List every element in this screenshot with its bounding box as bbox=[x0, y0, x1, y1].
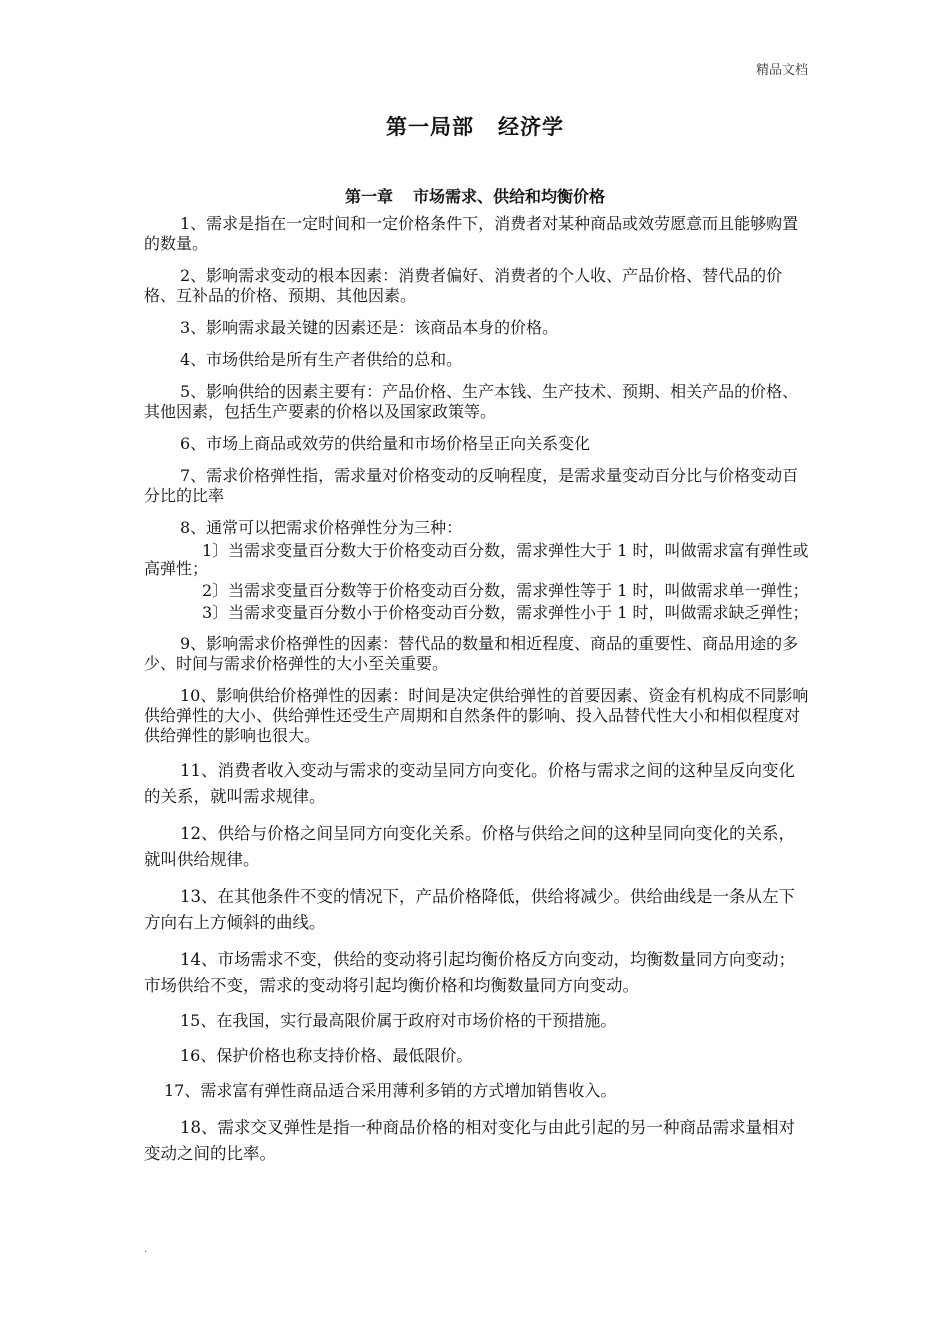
paragraph-13: 13、在其他条件不变的情况下，产品价格降低，供给将减少。供给曲线是一条从左下方向右上方倾斜的曲线。 bbox=[144, 887, 795, 932]
paragraph-12: 12、供给与价格之间呈同方向变化关系。价格与供给之间的这种呈同向变化的关系，就叫供给规律。 bbox=[144, 824, 795, 869]
chapter-number: 第一章 bbox=[344, 187, 393, 206]
paragraph-6: 6、市场上商品或效劳的供给量和市场价格呈正向关系变化 bbox=[180, 434, 591, 453]
paragraph-17: 17、需求富有弹性商品适合采用薄利多销的方式增加销售收入。 bbox=[164, 1081, 617, 1100]
paragraph-18: 18、需求交叉弹性是指一种商品价格的相对变化与由此引起的另一种商品需求量相对变动之间的比率。 bbox=[144, 1118, 795, 1163]
sub-item-2: 2〕当需求变量百分数等于价格变动百分数，需求弹性等于 1 时，叫做需求单一弹性； bbox=[202, 581, 809, 600]
chapter-name: 市场需求、供给和均衡价格 bbox=[413, 187, 606, 206]
page-header-label: 精品文档 bbox=[755, 63, 808, 78]
document-body bbox=[144, 214, 810, 1178]
paragraph-9: 9、影响需求价格弹性的因素：替代品的数量和相近程度、商品的重要性、商品用途的多少、时间与需求价格弹性的大小至关重要。 bbox=[144, 634, 799, 673]
paragraph-4: 4、市场供给是所有生产者供给的总和。 bbox=[180, 350, 463, 369]
paragraph-16: 16、保护价格也称支持价格、最低限价。 bbox=[180, 1046, 473, 1065]
part-number: 第一局部 bbox=[386, 115, 474, 139]
paragraph-8: 8、通常可以把需求价格弹性分为三种： bbox=[180, 518, 463, 537]
paragraph-7: 7、需求价格弹性指，需求量对价格变动的反响程度，是需求量变动百分比与价格变动百分比的比率 bbox=[144, 466, 799, 505]
footer-mark: . bbox=[144, 1244, 148, 1255]
part-name: 经济学 bbox=[498, 115, 564, 139]
paragraph-1: 1、需求是指在一定时间和一定价格条件下，消费者对某种商品或效劳愿意而且能够购置的数量。 bbox=[144, 214, 799, 253]
paragraph-15: 15、在我国，实行最高限价属于政府对市场价格的干预措施。 bbox=[180, 1011, 617, 1030]
chapter-heading bbox=[0, 184, 950, 207]
paragraph-14: 14、市场需求不变，供给的变动将引起均衡价格反方向变动，均衡数量同方向变动；市场供给不变，需求的变动将引起均衡价格和均衡数量同方向变动。 bbox=[144, 950, 795, 995]
paragraph-5: 5、影响供给的因素主要有：产品价格、生产本钱、生产技术、预期、相关产品的价格、其他因素，包括生产要素的价格以及国家政策等。 bbox=[144, 382, 799, 421]
sub-item-1: 1〕当需求变量百分数大于价格变动百分数，需求弹性大于 1 时，叫做需求富有弹性或高弹性； bbox=[144, 541, 809, 578]
paragraph-11: 11、消费者收入变动与需求的变动呈同方向变化。价格与需求之间的这种呈反向变化的关系，就叫需求规律。 bbox=[144, 761, 795, 806]
paragraph-3: 3、影响需求最关键的因素还是：该商品本身的价格。 bbox=[180, 318, 559, 337]
paragraph-2: 2、影响需求变动的根本因素：消费者偏好、消费者的个人收、产品价格、替代品的价格、互补品的价格、预期、其他因素。 bbox=[144, 266, 783, 305]
paragraph-10: 10、影响供给价格弹性的因素：时间是决定供给弹性的首要因素、资金有机构成不同影响供给弹性的大小、供给弹性还受生产周期和自然条件的影响、投入品替代性大小和相似程度对供给弹性的影响也很大。 bbox=[144, 686, 809, 745]
part-title bbox=[0, 111, 950, 141]
sub-item-3: 3〕当需求变量百分数小于价格变动百分数，需求弹性小于 1 时，叫做需求缺乏弹性； bbox=[202, 603, 809, 622]
